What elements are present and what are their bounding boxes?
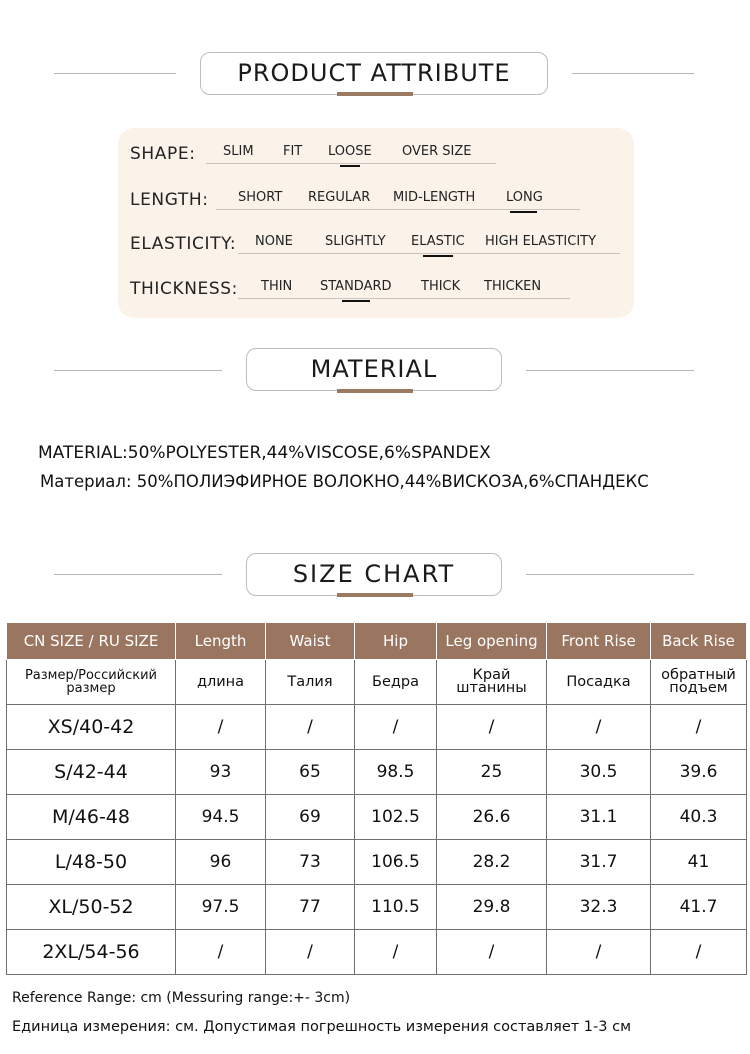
size-cell: XL/50-52 (7, 885, 176, 930)
selected-underline (423, 255, 453, 258)
header-waist: Waist (266, 623, 355, 660)
size-cell: 97.5 (176, 885, 266, 930)
header-hip: Hip (355, 623, 437, 660)
size-row (7, 705, 747, 750)
size-cell: 41.7 (651, 885, 747, 930)
size-cell: / (651, 705, 747, 750)
size-chart-table (6, 622, 747, 975)
size-cell: 102.5 (355, 795, 437, 840)
size-cell: / (437, 705, 547, 750)
attribute-option: MID-LENGTH (393, 190, 476, 205)
material-ru-value: 50%ПОЛИЭФИРНОЕ ВОЛОКНО,44%ВИСКОЗА,6%СПАНДЕКС (136, 472, 649, 491)
attribute-divider-right (572, 73, 694, 74)
size-title-accent-bar (337, 593, 413, 597)
size-cell: 77 (266, 885, 355, 930)
footer-note-en: Reference Range: cm (Messuring range:+- 3cm) (12, 990, 351, 1006)
attribute-option: THICKEN (484, 279, 542, 294)
ru-header-line: размер (66, 681, 116, 696)
size-cell: / (355, 930, 437, 975)
attribute-underline (238, 298, 570, 299)
attribute-option: SLIGHTLY (325, 234, 386, 249)
ru-header-back-rise (651, 660, 747, 705)
ru-header-line: обратный (661, 667, 736, 683)
size-cell: L/48-50 (7, 840, 176, 885)
size-cell: 94.5 (176, 795, 266, 840)
size-cell: 40.3 (651, 795, 747, 840)
size-section-title: SIZE CHART (246, 553, 502, 596)
ru-header-line: подъем (669, 680, 728, 696)
material-section-title: MATERIAL (246, 348, 502, 391)
attribute-label: THICKNESS: (130, 279, 238, 299)
size-cell: / (176, 705, 266, 750)
attribute-divider-left (54, 73, 176, 74)
size-header-row (7, 623, 747, 660)
size-cell: / (176, 930, 266, 975)
size-cell: 65 (266, 750, 355, 795)
attribute-row-length (118, 183, 634, 223)
ru-header-line: Размер/Российский (24, 668, 158, 683)
header-back-rise: Back Rise (651, 623, 747, 660)
ru-header-hip: Бедра (355, 660, 437, 705)
ru-header-size (7, 660, 176, 705)
material-title-accent-bar (337, 389, 413, 393)
attribute-option: FIT (283, 144, 303, 159)
attribute-option-label: ELASTIC (411, 234, 465, 249)
size-row (7, 840, 747, 885)
size-cell: / (266, 705, 355, 750)
attribute-row-elasticity (118, 227, 634, 267)
size-cell: 2XL/54-56 (7, 930, 176, 975)
size-cell: 98.5 (355, 750, 437, 795)
size-cell: 31.7 (547, 840, 651, 885)
size-row (7, 750, 747, 795)
size-cell: 106.5 (355, 840, 437, 885)
size-cell: 93 (176, 750, 266, 795)
size-row (7, 795, 747, 840)
attribute-option: REGULAR (308, 190, 371, 205)
attribute-option-selected (506, 190, 543, 205)
size-cell: 30.5 (547, 750, 651, 795)
size-cell: S/42-44 (7, 750, 176, 795)
attribute-option: THICK (421, 279, 461, 294)
attribute-option: SHORT (238, 190, 283, 205)
footer-note-ru: Единица измерения: см. Допустимая погрешность измерения составляет 1-3 см (12, 1019, 632, 1035)
size-cell: 69 (266, 795, 355, 840)
size-cell: 31.1 (547, 795, 651, 840)
size-cell: 39.6 (651, 750, 747, 795)
selected-underline (510, 211, 537, 214)
header-front-rise: Front Rise (547, 623, 651, 660)
ru-header-waist: Талия (266, 660, 355, 705)
attribute-option-selected (320, 279, 392, 294)
header-cn-ru-size: CN SIZE / RU SIZE (7, 623, 176, 660)
attribute-option: SLIM (223, 144, 254, 159)
material-en-label: MATERIAL: (38, 443, 128, 463)
attribute-option-label: LOOSE (328, 144, 372, 159)
size-cell: / (547, 705, 651, 750)
size-cell: 25 (437, 750, 547, 795)
attribute-option-selected (411, 234, 465, 249)
attribute-option-label: LONG (506, 190, 543, 205)
attribute-option: OVER SIZE (402, 144, 472, 159)
material-ru-label: Материал: (40, 472, 132, 491)
size-row (7, 930, 747, 975)
ru-header-front-rise: Посадка (547, 660, 651, 705)
ru-header-line: Край (472, 667, 511, 683)
size-cell: / (547, 930, 651, 975)
attribute-row-shape (118, 138, 634, 178)
size-cell: 29.8 (437, 885, 547, 930)
selected-underline (340, 165, 360, 168)
attribute-label: SHAPE: (130, 144, 196, 164)
material-en-line (38, 443, 491, 463)
size-cell: 96 (176, 840, 266, 885)
ru-header-leg-opening (437, 660, 547, 705)
size-cell: / (651, 930, 747, 975)
attribute-option: HIGH ELASTICITY (485, 234, 597, 249)
header-leg-opening: Leg opening (437, 623, 547, 660)
size-cell: 110.5 (355, 885, 437, 930)
size-cell: / (437, 930, 547, 975)
size-ru-header-row (7, 660, 747, 705)
size-cell: 32.3 (547, 885, 651, 930)
ru-header-length: длина (176, 660, 266, 705)
attribute-option: NONE (255, 234, 293, 249)
attribute-title-accent-bar (337, 92, 413, 96)
attribute-option-label: STANDARD (320, 279, 392, 294)
size-cell: / (355, 705, 437, 750)
size-cell: / (266, 930, 355, 975)
size-cell: 73 (266, 840, 355, 885)
ru-header-line: штанины (456, 680, 527, 696)
material-divider-right (526, 370, 694, 371)
attribute-section-title: PRODUCT ATTRIBUTE (200, 52, 548, 95)
header-length: Length (176, 623, 266, 660)
attribute-row-thickness (118, 272, 634, 312)
size-cell: M/46-48 (7, 795, 176, 840)
size-cell: 28.2 (437, 840, 547, 885)
size-cell: 41 (651, 840, 747, 885)
size-cell: 26.6 (437, 795, 547, 840)
size-cell: XS/40-42 (7, 705, 176, 750)
size-divider-left (54, 574, 222, 575)
selected-underline (342, 300, 370, 303)
attribute-label: LENGTH: (130, 190, 209, 210)
material-en-value: 50%POLYESTER,44%VISCOSE,6%SPANDEX (127, 443, 491, 463)
size-row (7, 885, 747, 930)
attribute-label: ELASTICITY: (130, 234, 237, 254)
attribute-option: THIN (261, 279, 293, 294)
material-ru-line (40, 472, 649, 491)
attribute-panel (118, 128, 634, 318)
material-divider-left (54, 370, 222, 371)
attribute-option-selected (328, 144, 372, 159)
size-divider-right (526, 574, 694, 575)
